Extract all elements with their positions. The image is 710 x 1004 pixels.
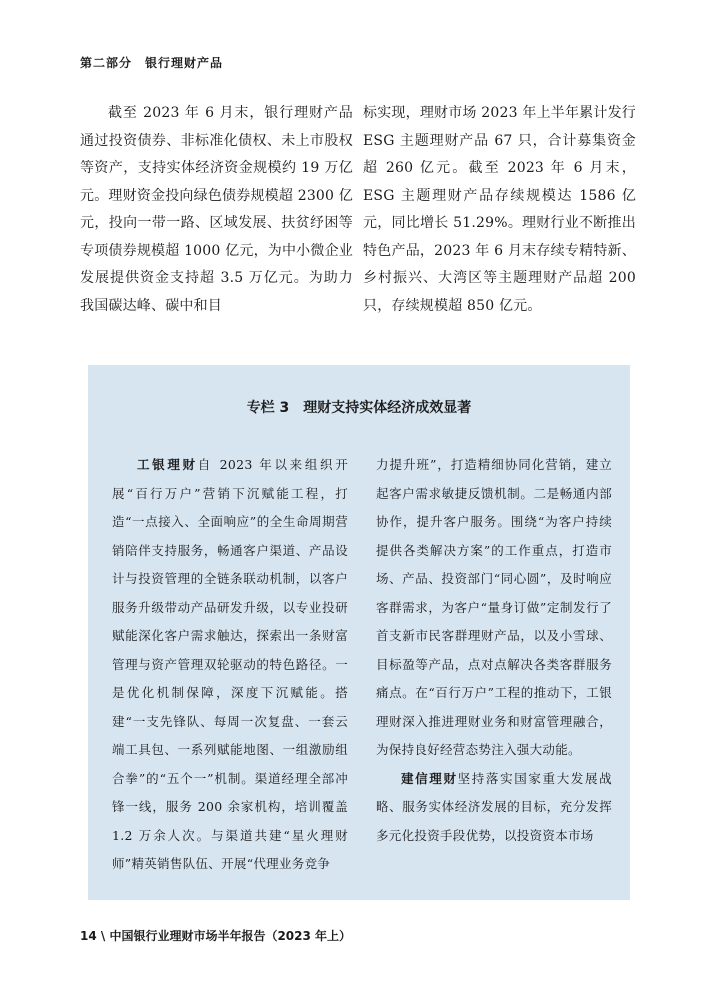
feature-paragraph-1 [112, 451, 348, 879]
paragraph-lead-ccb: 建信理财 [401, 770, 458, 786]
page-footer: 14 \ 中国银行业理财市场半年报告（2023 年上） [80, 929, 352, 943]
paragraph-1-text: 自 2023 年以来组织开展“百行万户”营销下沉赋能工程，打造“一点接入、全面响应”的全生命周期营销陪伴支持服务，畅通客户渠道、产品设计与投资管理的全链条联动机制，以客户服务升级带动产品研发升级，以专业投研赋能深化客户需求触达，探索出一条财富管理与资产管理双轮驱动的特色路径。一是优化机制保障，深度下沉赋能。搭建“一支先锋队、每周一次复盘、一套云端工具包、一系列赋能地图、一组激励组合拳”的“五个一”机制。渠道经理全部冲锋一线，服务 200 余家机构，培训覆盖 1.2 万余人次。与渠道共建“星火理财师”精英销售队伍、开展“代理业务竞争 [112, 457, 348, 871]
body-paragraph-right: 标实现，理财市场 2023 年上半年累计发行 ESG 主题理财产品 67 只，合计募集资金超 260 亿元。截至 2023 年 6 月末，ESG 主题理财产品存续规模达 1586 亿元，同比增长 51.29%。理财行业不断推出特色产品，2023 年 6 月末存续专精特新、乡村振兴、大湾区等主题理财产品超 200 只，存续规模超 850 亿元。 [363, 105, 636, 314]
feature-paragraph-1-cont: 力提升班”，打造精细协同化营销，建立起客户需求敏捷反馈机制。二是畅通内部协作，提升客户服务。围绕“为客户持续提供各类解决方案”的工作重点，打造市场、产品、投资部门“同心圆”，及时响应客群需求，为客户“量身订做”定制发行了首支新市民客群理财产品，以及小雪球、目标盈等产品，点对点解决各类客群服务痛点。在“百行万户”工程的推动下，工银理财深入推进理财业务和财富管理融合，为保持良好经营态势注入强大动能。 [376, 457, 612, 757]
section-header: 第二部分 银行理财产品 [80, 56, 224, 70]
body-paragraph-left: 截至 2023 年 6 月末，银行理财产品通过投资债券、非标准化债权、未上市股权等资产，支持实体经济资金规模约 19 万亿元。理财资金投向绿色债券规模超 2300 亿元，投向一带一路、区域发展、扶贫纾困等专项债券规模超 1000 亿元，为中小微企业发展提供资金支持超 3.5 万亿元。为助力我国碳达峰、碳中和目 [80, 105, 353, 314]
paragraph-lead-icbc: 工银理财 [137, 457, 198, 472]
paragraph-2-text: 坚持落实国家重大发展战略、服务实体经济发展的目标，充分发挥多元化投资手段优势，以投资资本市场 [376, 770, 612, 843]
feature-paragraph-2 [376, 765, 612, 851]
body-left-column [80, 100, 353, 320]
feature-box-left-column [112, 451, 348, 879]
feature-box-columns [112, 451, 612, 879]
feature-box [88, 365, 630, 900]
body-columns [80, 100, 636, 320]
feature-box-title: 专栏 3 理财支持实体经济成效显著 [246, 400, 472, 416]
feature-box-right-column [376, 451, 612, 879]
body-right-column [363, 100, 636, 320]
